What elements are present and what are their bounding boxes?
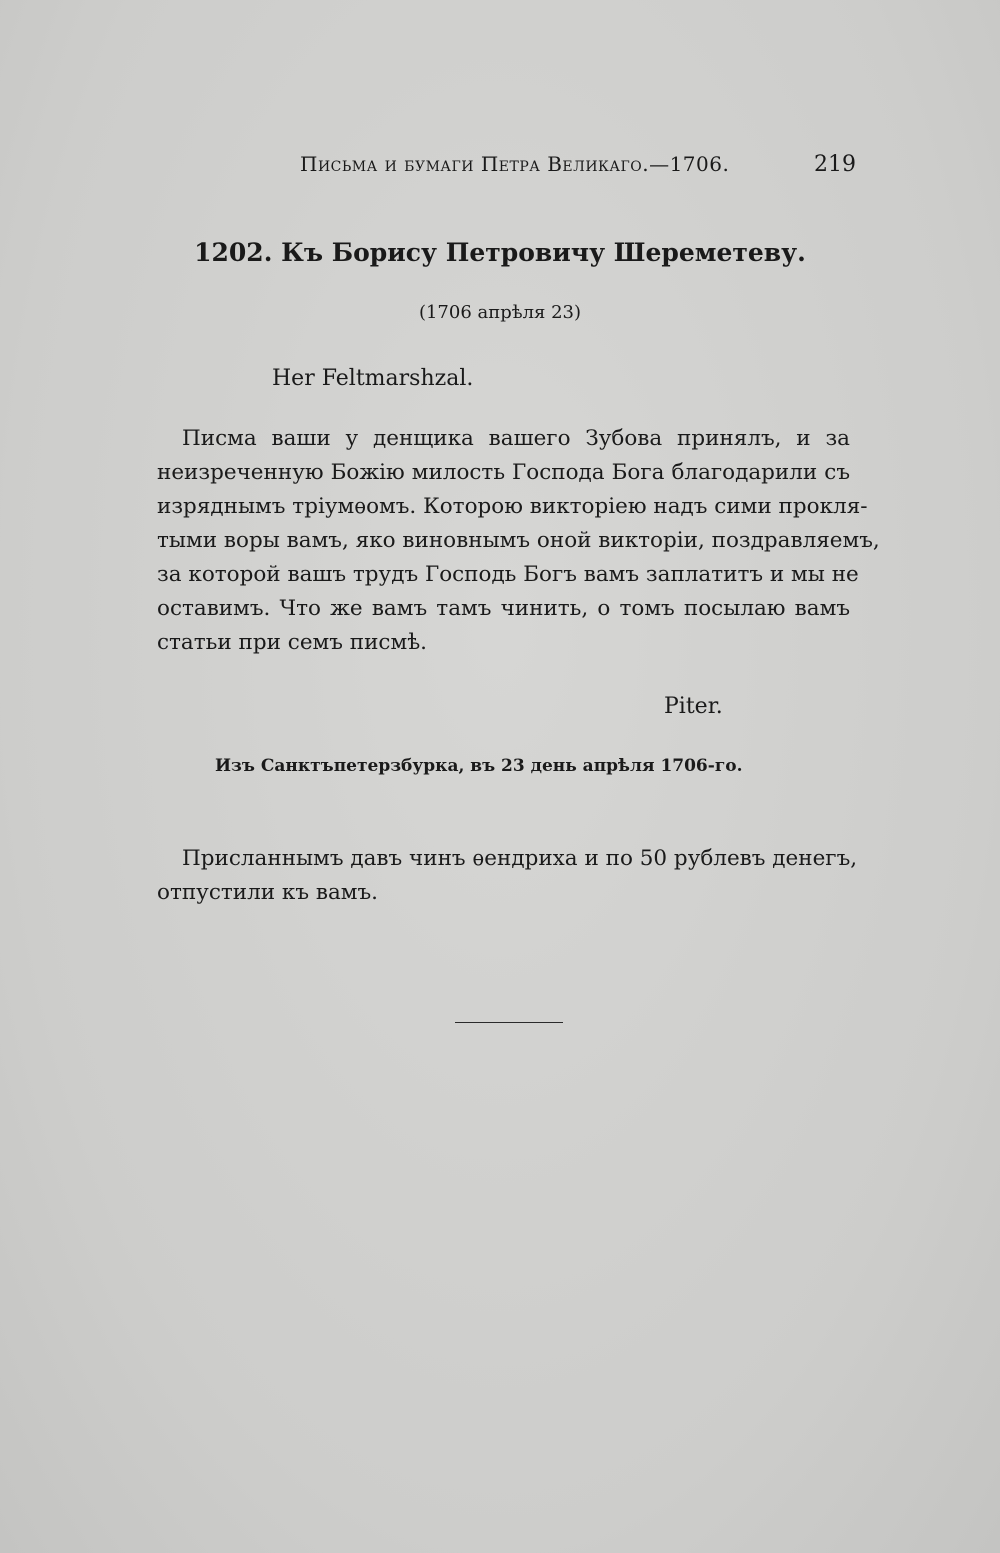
postscript-line: отпустили къ вамъ. (157, 880, 379, 905)
section-divider (455, 1022, 563, 1023)
postscript-line: Присланнымъ давъ чинъ ѳендриха и по 50 рублевъ денегъ, (182, 846, 858, 871)
letter-date: (1706 апрѣля 23) (418, 302, 582, 323)
body-line: изряднымъ тріумѳомъ. Которою викторіею надъ сими прокля- (157, 494, 868, 519)
letter-place-date: Изъ Санктъпетерзбурка, въ 23 день апрѣля 1706-го. (215, 756, 743, 776)
body-line: неизреченную Божію милость Господа Бога благодарили съ (157, 460, 850, 485)
letter-signature: Piter. (664, 694, 723, 719)
letter-body (157, 422, 880, 660)
letter-title: 1202. Къ Борису Петровичу Шереметеву. (194, 238, 806, 267)
letter-postscript (157, 842, 858, 910)
body-line: оставимъ. Что же вамъ тамъ чинить, о томъ посылаю вамъ (157, 596, 850, 621)
body-line: тыми воры вамъ, яко виновнымъ оной викторіи, поздравляемъ, (157, 528, 880, 553)
body-line: Писма ваши у денщика вашего Зубова принялъ, и за (182, 426, 850, 451)
letter-salutation: Her Feltmarshzal. (272, 366, 474, 391)
body-line: статьи при семъ писмѣ. (157, 630, 427, 655)
running-head: Письма и бумаги Петра Великаго.—1706. (300, 152, 730, 176)
body-line: за которой вашъ трудъ Господь Богъ вамъ заплатитъ и мы не (157, 562, 859, 587)
page-number: 219 (814, 152, 856, 177)
